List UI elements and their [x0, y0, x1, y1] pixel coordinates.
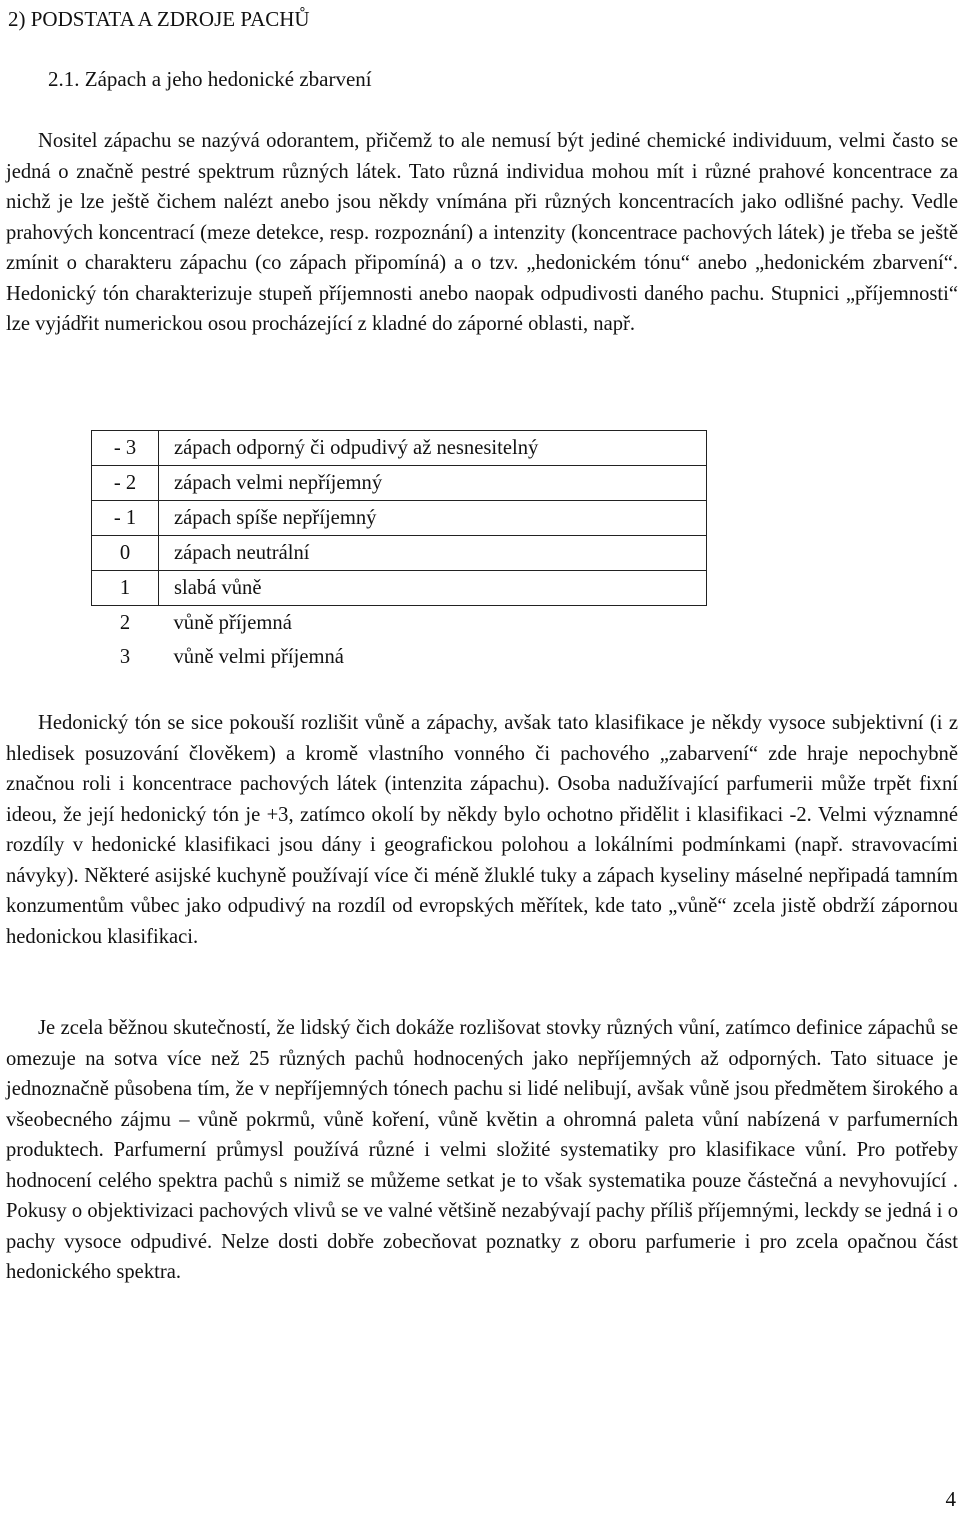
odor-perception-paragraph: Je zcela běžnou skutečností, že lidský čich dokáže rozlišovat stovky různých vůní, zatímco definice zápachů se omezuje na sotva více než 25 různých pachů hodnocených jako nepříjemných až odporných. Tato situace je jednoznačně působena tím, že v nepříjemných tónech pachu si lidé nelibují, avšak vůně jsou předmětem širokého a všeobecného zájmu – vůně pokrmů, vůně koření, vůně květin a ohromná paleta vůní nabízená v parfumerních produktech. Parfumerní průmysl používá různé i velmi složité systematiky pro klasifikace vůní. Pro potřeby hodnocení celého spektra pachů s nimiž se můžeme setkat je to však systematika pouze částečná a nevyhovující . Pokusy o objektivizaci pachových vlivů se ve valné většině nezabývají pachy příliš příjemnými, leckdy se jedná i o pachy vysoce odpudivé. Nelze dosti dobře zobecňovat poznatky z oboru parfumerie i pro zcela opačnou část hedonického spektra. — [6, 1017, 958, 1283]
table-row — [92, 501, 707, 536]
scale-value: - 3 — [92, 431, 159, 466]
subsection-title: 2.1. Zápach a jeho hedonické zbarvení — [48, 67, 372, 91]
table-row — [92, 466, 707, 501]
scale-value: - 1 — [92, 501, 159, 536]
scale-description: zápach velmi nepříjemný — [159, 466, 707, 501]
table-row — [92, 571, 707, 606]
scale-description: vůně velmi příjemná — [173, 646, 344, 668]
hedonic-scale-table — [91, 430, 707, 674]
table-row — [92, 431, 707, 466]
scale-value: 2 — [119, 612, 131, 634]
hedonic-tone-paragraph: Hedonický tón se sice pokouší rozlišit vůně a zápachy, avšak tato klasifikace je někdy vysoce subjektivní (i z hledisek posuzování člověkem) a kromě vlastního vonného či pachového „zabarvení“ zde hraje nepochybně značnou roli i koncentrace pachových látek (intenzita zápachu). Osoba nadužívající parfumerii může trpět fixní ideou, že její hedonický tón je +3, zatímco okolí by někdy bylo ochotno přidělit i klasifikaci -2. Velmi významné rozdíly v hedonické klasifikaci jsou dány i geografickou polohou a lokálními podmínkami (např. stravovacími návyky). Některé asijské kuchyně používají více či méně žluklé tuky a zápach kyseliny máselné nepřipadá tamním konzumentům vůbec jako odpudivý na rozdíl od evropských měřítek, kde tato „vůně“ zcela jistě obdrží zápornou hedonickou klasifikaci. — [6, 712, 958, 948]
scale-value: 3 — [119, 646, 131, 668]
table-row — [92, 606, 707, 641]
table-row — [92, 640, 707, 674]
scale-value: 0 — [92, 536, 159, 571]
scale-description: slabá vůně — [159, 571, 707, 606]
scale-description: vůně příjemná — [173, 612, 292, 634]
scale-value: - 2 — [92, 466, 159, 501]
intro-paragraph: Nositel zápachu se nazývá odorantem, přičemž to ale nemusí být jediné chemické individuum, velmi často se jedná o značně pestré spektrum různých látek. Tato různá individua mohou mít i různé prahové koncentrace za nichž je lze ještě čichem nalézt anebo jsou někdy vnímána při různých koncentracích jako odlišné pachy. Vedle prahových koncentrací (meze detekce, resp. rozpoznání) a intenzity (koncentrace pachových látek) je třeba se ještě zmínit o charakteru zápachu (co zápach připomíná) a o tzv. „hedonickém tónu“ anebo „hedonickém zbarvení“. Hedonický tón charakterizuje stupeň příjemnosti anebo naopak odpudivosti daného pachu. Stupnici „příjemnosti“ lze vyjádřit numerickou osou procházející z kladné do záporné oblasti, např. — [6, 130, 958, 335]
page-number: 4 — [945, 1487, 956, 1511]
scale-value: 1 — [92, 571, 159, 606]
scale-description: zápach neutrální — [159, 536, 707, 571]
section-title: 2) PODSTATA A ZDROJE PACHŮ — [8, 7, 310, 31]
scale-description: zápach spíše nepříjemný — [159, 501, 707, 536]
scale-description: zápach odporný či odpudivý až nesnesitelný — [159, 431, 707, 466]
table-row — [92, 536, 707, 571]
